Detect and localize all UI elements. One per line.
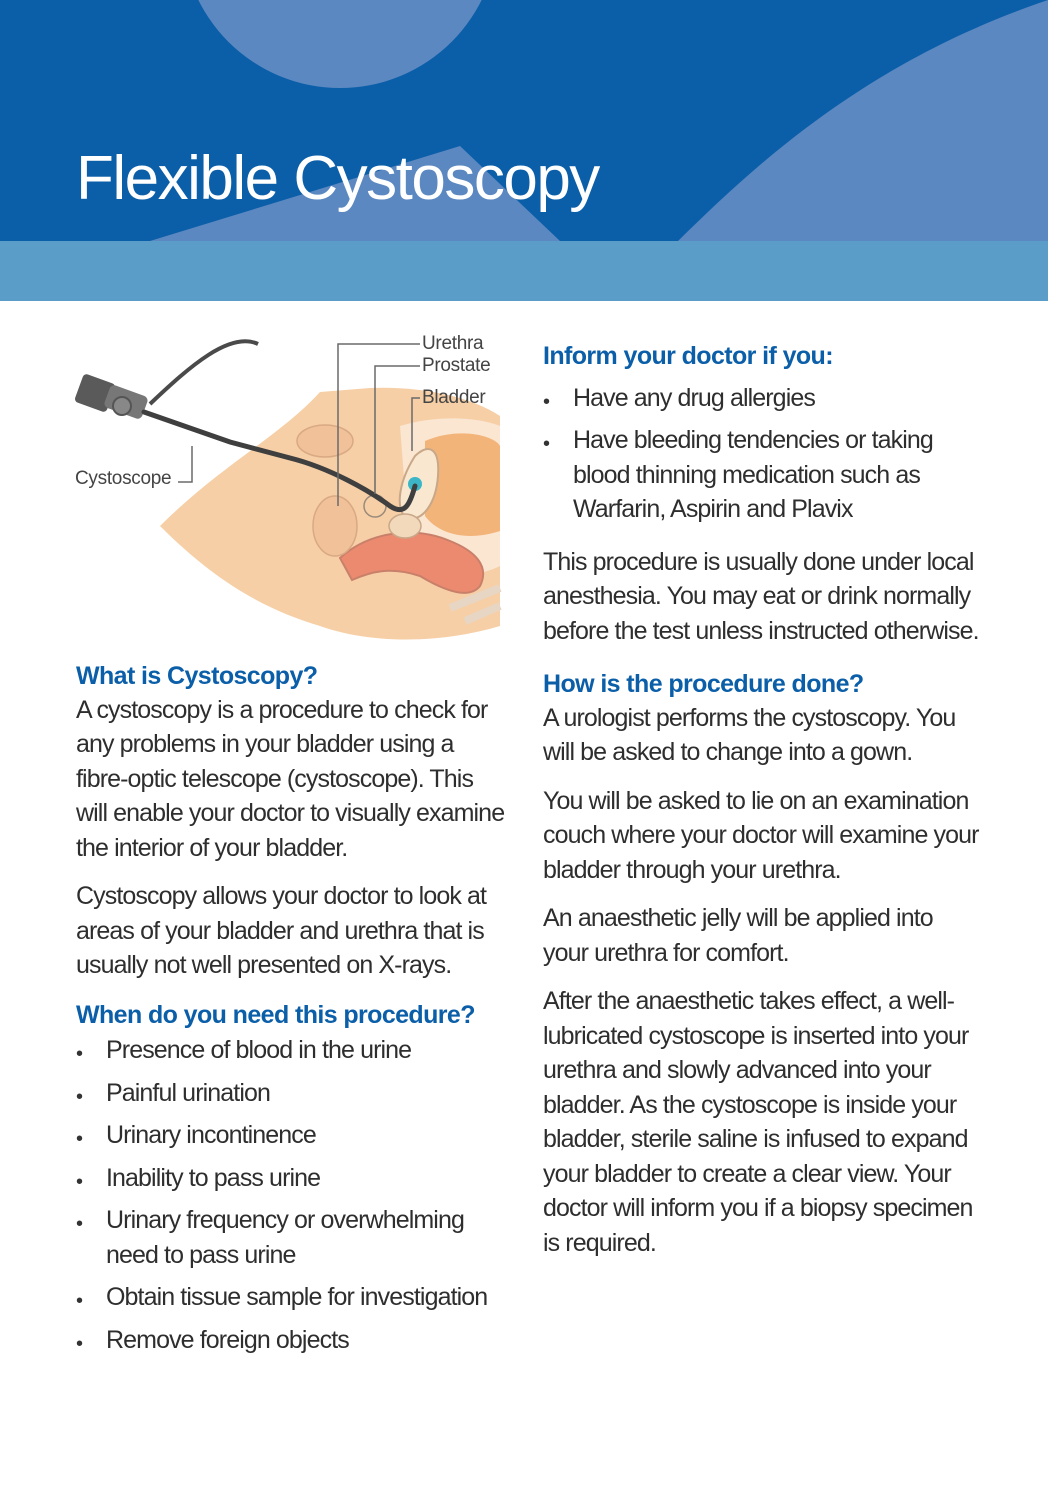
what-paragraph-2: Cystoscopy allows your doctor to look at areas of your bladder and urethra that is usually not well presented on X-rays. [76, 882, 487, 979]
list-item: • Remove foreign objects [76, 1323, 506, 1358]
how-paragraph-1: A urologist performs the cystoscopy. You will be asked to change into a gown. [543, 703, 956, 766]
how-paragraph-2: You will be asked to lie on an examination couch where your doctor will examine your bladder through your urethra. [543, 786, 979, 884]
list-item: • Obtain tissue sample for investigation [76, 1280, 506, 1315]
label-urethra: Urethra [422, 333, 484, 354]
label-cystoscope: Cystoscope [75, 468, 172, 489]
when-list [76, 1033, 506, 1357]
list-item: • Urinary frequency or overwhelming need to pass urine [76, 1203, 506, 1272]
how-paragraph-4: After the anaesthetic takes effect, a well-lubricated cystoscope is inserted into your urethra and slowly advanced into your bladder. As the cystoscope is inside your bladder, sterile saline is infused to expand your bladder to create a clear view. Your doctor will inform you if a biopsy specimen is required. [543, 987, 973, 1257]
left-column [76, 660, 506, 1357]
list-item: • Inability to pass urine [76, 1161, 506, 1196]
list-item: • Have bleeding tendencies or taking blood thinning medication such as Warfarin, Aspirin and Plavix [543, 423, 983, 527]
list-item: • Urinary incontinence [76, 1118, 506, 1153]
label-bladder: Bladder [422, 387, 486, 408]
header-banner [0, 0, 1048, 241]
header-subband [0, 241, 1048, 301]
what-heading: What is Cystoscopy? [76, 662, 318, 690]
what-paragraph-1: A cystoscopy is a procedure to check for any problems in your bladder using a fibre-optic telescope (cystoscope). This will enable your doctor to visually examine the interior of your bladder. [76, 695, 505, 862]
cystoscopy-illustration [70, 326, 510, 650]
right-column [543, 340, 983, 1260]
when-heading: When do you need this procedure? [76, 1000, 475, 1029]
list-item: • Have any drug allergies [543, 381, 983, 416]
list-item: • Painful urination [76, 1076, 506, 1111]
anesthesia-paragraph: This procedure is usually done under local anesthesia. You may eat or drink normally before the test unless instructed otherwise. [543, 547, 979, 645]
label-prostate: Prostate [422, 355, 491, 376]
list-item: • Presence of blood in the urine [76, 1033, 506, 1068]
how-heading: How is the procedure done? [543, 670, 864, 698]
page-title: Flexible Cystoscopy [76, 144, 599, 213]
how-paragraph-3: An anaesthetic jelly will be applied into your urethra for comfort. [543, 904, 933, 967]
inform-heading: Inform your doctor if you: [543, 342, 833, 370]
inform-list [543, 381, 983, 527]
